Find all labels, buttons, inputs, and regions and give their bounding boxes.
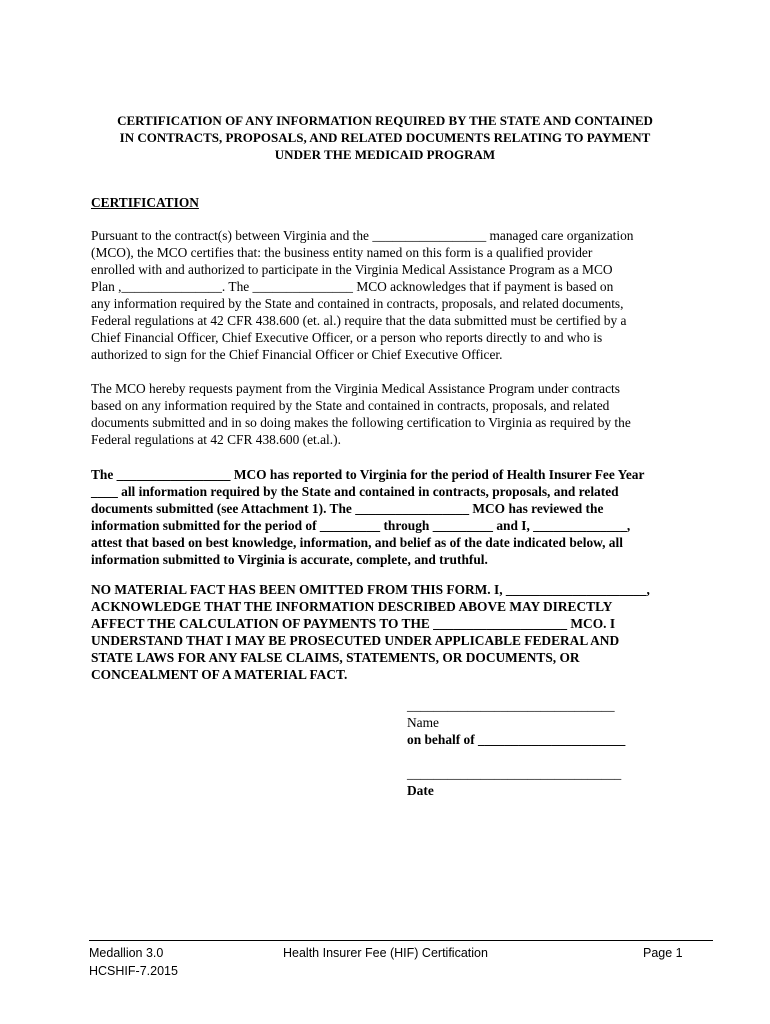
on-behalf-of-field[interactable]: on behalf of ______________________ (407, 732, 626, 747)
text-line: enrolled with and authorized to participate in the Virginia Medical Assistance Program as a MCO (91, 262, 613, 277)
footer-left (89, 944, 178, 980)
text-line: AFFECT THE CALCULATION OF PAYMENTS TO THE ____________________ MCO. I (91, 616, 616, 631)
document-title (80, 112, 690, 163)
text-line: Plan ,_______________. The _______________ MCO acknowledges that if payment is based on (91, 279, 614, 294)
text-line: UNDERSTAND THAT I MAY BE PROSECUTED UNDER APPLICABLE FEDERAL AND (91, 633, 620, 648)
text-line: Pursuant to the contract(s) between Virginia and the _________________ managed care organization (91, 228, 634, 243)
text-line: based on any information required by the State and contained in contracts, proposals, and related (91, 398, 610, 413)
title-line: UNDER THE MEDICAID PROGRAM (274, 147, 496, 162)
text-line: Federal regulations at 42 CFR 438.600 (et. al.) require that the data submitted must be certified by a (91, 313, 627, 328)
text-line: Chief Financial Officer, Chief Executive Officer, or a person who reports directly to and who is (91, 330, 603, 345)
date-block (407, 765, 707, 799)
text-line: ____ all information required by the State and contained in contracts, proposals, and related (91, 484, 619, 499)
paragraph-contract (91, 227, 691, 363)
text-line: The MCO hereby requests payment from the Virginia Medical Assistance Program under contracts (91, 381, 620, 396)
text-line: information submitted to Virginia is accurate, complete, and truthful. (91, 552, 488, 567)
date-label: Date (407, 783, 434, 798)
name-label: Name (407, 715, 439, 730)
text-line: any information required by the State and contained in contracts, proposals, and related documents, (91, 296, 624, 311)
date-signature-line[interactable]: ________________________________ (407, 766, 622, 781)
text-line: CONCEALMENT OF A MATERIAL FACT. (91, 667, 348, 682)
text-line: Federal regulations at 42 CFR 438.600 (et.al.). (91, 432, 341, 447)
text-line: attest that based on best knowledge, information, and belief as of the date indicated below, all (91, 535, 623, 550)
text-line: STATE LAWS FOR ANY FALSE CLAIMS, STATEMENTS, OR DOCUMENTS, OR (91, 650, 580, 665)
footer-divider (89, 940, 713, 941)
text-line: information submitted for the period of _________ through _________ and I, ______________, (91, 518, 631, 533)
text-line: authorized to sign for the Chief Financial Officer or Chief Executive Officer. (91, 347, 503, 362)
title-line: IN CONTRACTS, PROPOSALS, AND RELATED DOCUMENTS RELATING TO PAYMENT (119, 130, 651, 145)
footer-form-code: HCSHIF-7.2015 (89, 964, 178, 978)
text-line: documents submitted and in so doing makes the following certification to Virginia as required by the (91, 415, 631, 430)
text-line: ACKNOWLEDGE THAT THE INFORMATION DESCRIBED ABOVE MAY DIRECTLY (91, 599, 613, 614)
text-line: (MCO), the MCO certifies that: the business entity named on this form is a qualified provider (91, 245, 593, 260)
text-line: documents submitted (see Attachment 1). The _________________ MCO has reviewed the (91, 501, 604, 516)
name-signature-line[interactable]: _______________________________ (407, 698, 615, 713)
paragraph-payment-request (91, 380, 691, 448)
footer-title: Health Insurer Fee (HIF) Certification (283, 946, 488, 960)
signature-block (407, 697, 707, 748)
text-line: NO MATERIAL FACT HAS BEEN OMITTED FROM THIS FORM. I, _____________________, (91, 582, 650, 597)
footer-program: Medallion 3.0 (89, 946, 164, 960)
text-line: The _________________ MCO has reported to Virginia for the period of Health Insurer Fee Year (91, 467, 645, 482)
paragraph-acknowledgement (91, 581, 691, 683)
paragraph-attestation (91, 466, 691, 568)
title-line: CERTIFICATION OF ANY INFORMATION REQUIRED BY THE STATE AND CONTAINED (117, 113, 653, 128)
page-number: Page 1 (643, 946, 683, 960)
section-heading: CERTIFICATION (91, 195, 199, 210)
